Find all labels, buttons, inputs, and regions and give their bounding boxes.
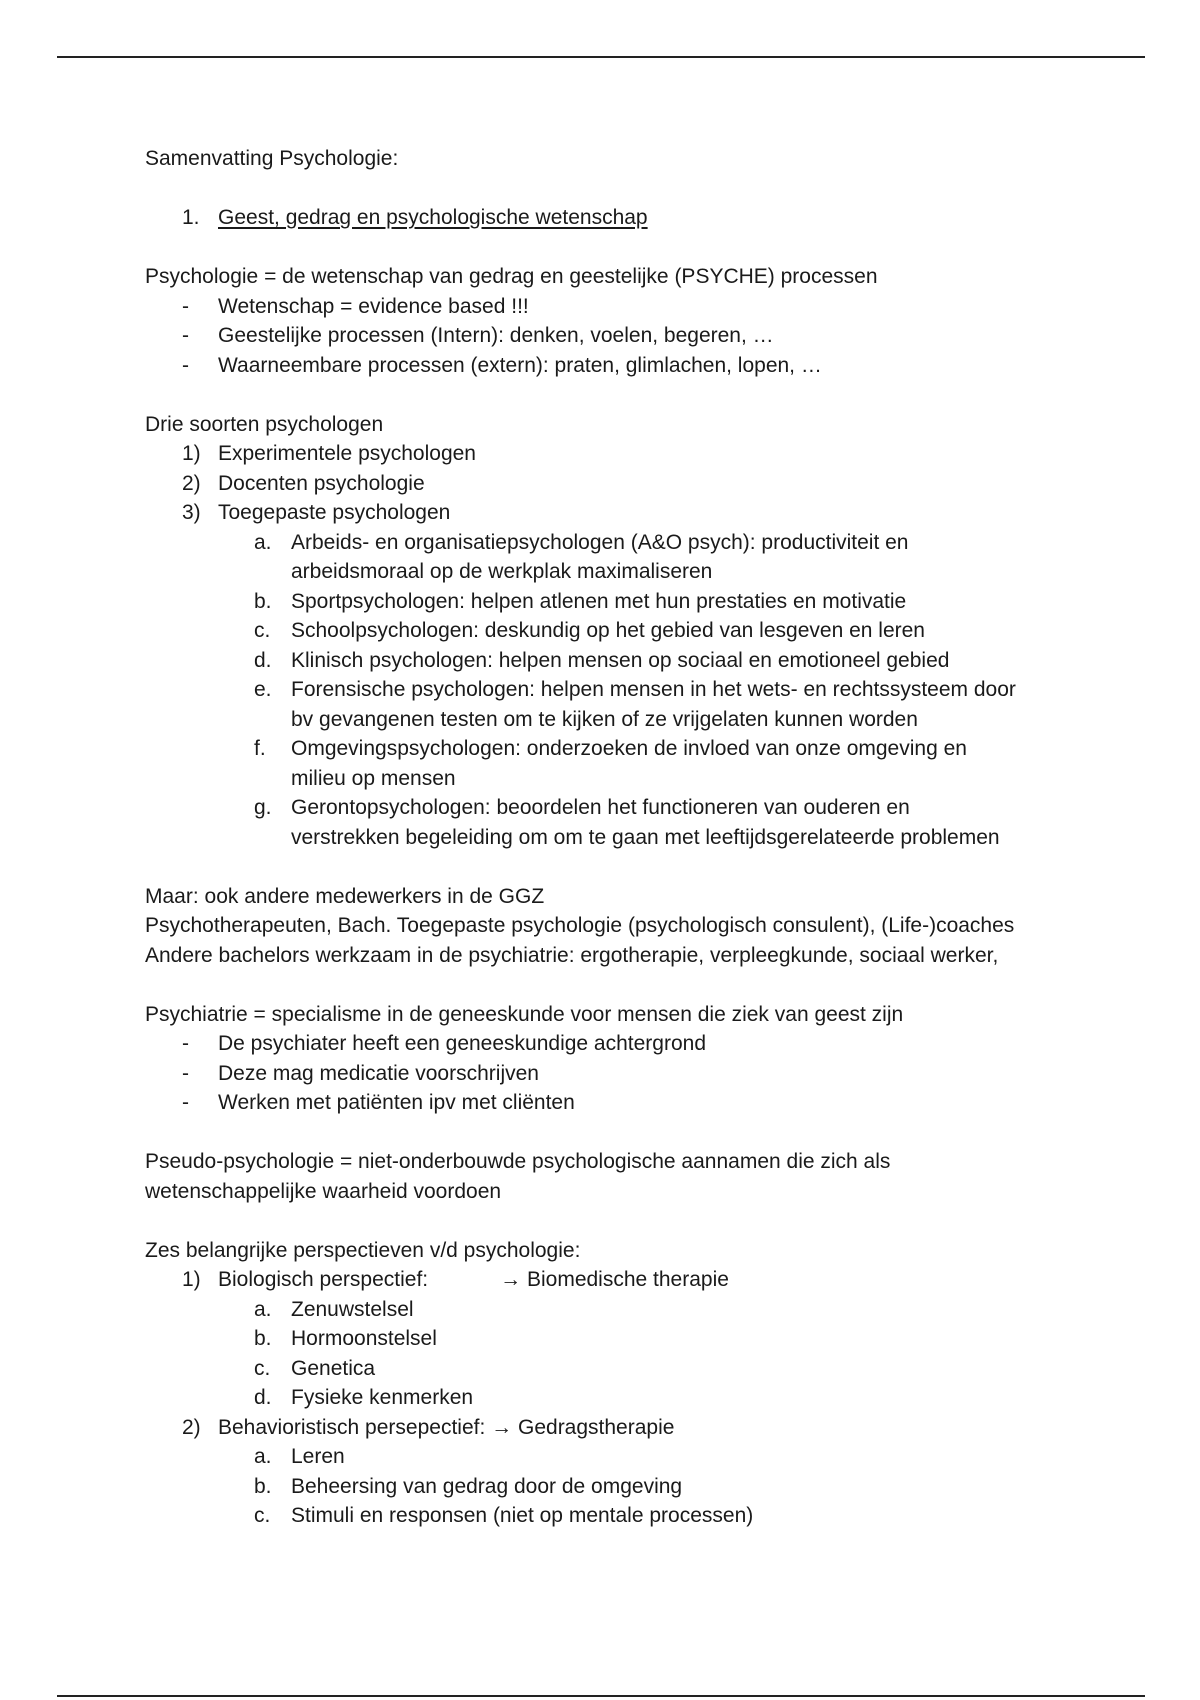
maar-line: Andere bachelors werkzaam in de psychiatrie: ergotherapie, verpleegkunde, sociaal werker, — [145, 943, 999, 967]
numbered-item: 2) Docenten psychologie — [182, 471, 425, 495]
document-title: Samenvatting Psychologie: — [145, 147, 399, 170]
sub-item: g. Gerontopsychologen: beoordelen het functioneren van ouderen en verstrekken begeleiding om om te gaan met leeftijdsgerelateerde problemen — [254, 796, 1000, 849]
sub-item: c. Schoolpsychologen: deskundig op het gebied van lesgeven en leren — [254, 619, 925, 642]
dash-marker: - — [182, 324, 189, 347]
bullet-item: - Waarneembare processen (extern): praten, glimlachen, lopen, … — [145, 351, 1065, 381]
bullet-item: - De psychiater heeft een geneeskundige achtergrond — [145, 1029, 1065, 1059]
chapter-title: Geest, gedrag en psychologische wetenschap — [218, 206, 648, 229]
numbered-item: 1) Biologisch perspectief: → Biomedische therapie — [182, 1268, 729, 1291]
dash-marker: - — [182, 294, 189, 318]
sub-item: e. Forensische psychologen: helpen mensen in het wets- en rechtssysteem door bv gevangenen testen om te kijken of ze vrijgelaten kunnen worden — [254, 678, 1016, 731]
arrow-right-icon: → — [500, 1268, 522, 1291]
sub-item: d. Klinisch psychologen: helpen mensen op sociaal en emotioneel gebied — [254, 648, 950, 672]
maar-line: Maar: ook andere medewerkers in de GGZ — [145, 884, 545, 908]
sub-item: a. Arbeids- en organisatiepsychologen (A&O psych): productiviteit en arbeidsmoraal op de werkplak maximaliseren — [254, 530, 909, 583]
sub-item: b. Sportpsychologen: helpen atlenen met hun prestaties en motivatie — [254, 589, 907, 613]
pseudo-line: wetenschappelijke waarheid voordoen — [145, 1179, 502, 1203]
psychiatrie-definition: Psychiatrie = specialisme in de geneeskunde voor mensen die ziek van geest zijn — [145, 1002, 904, 1026]
psychologie-definition: Psychologie = de wetenschap van gedrag en geestelijke (PSYCHE) processen — [145, 265, 878, 288]
list-marker: 1. — [182, 206, 200, 229]
soorten-heading: Drie soorten psychologen — [145, 412, 384, 436]
maar-line: Psychotherapeuten, Bach. Toegepaste psychologie (psychologisch consulent), (Life-)coaches — [145, 914, 1015, 937]
sub-item: a. Leren — [254, 1445, 345, 1468]
sub-item: c. Genetica — [254, 1356, 376, 1380]
dash-marker: - — [182, 353, 189, 377]
bullet-item: - Werken met patiënten ipv met cliënten — [145, 1088, 1065, 1118]
pseudo-line: Pseudo-psychologie = niet-onderbouwde psychologische aannamen die zich als — [145, 1150, 891, 1173]
bullet-item: - Geestelijke processen (Intern): denken, voelen, begeren, … — [145, 321, 1065, 351]
sub-item: a. Zenuwstelsel — [254, 1297, 414, 1321]
arrow-right-icon: → — [491, 1415, 513, 1439]
sub-item: d. Fysieke kenmerken — [254, 1386, 474, 1409]
bullet-item: - Deze mag medicatie voorschrijven — [145, 1059, 1065, 1089]
bullet-item: - Wetenschap = evidence based !!! — [145, 292, 1065, 322]
perspectieven-heading: Zes belangrijke perspectieven v/d psychologie: — [145, 1238, 581, 1262]
sub-item: f. Omgevingspsychologen: onderzoeken de invloed van onze omgeving en milieu op mensen — [254, 737, 967, 790]
dash-marker: - — [182, 1091, 189, 1114]
sub-item: b. Hormoonstelsel — [254, 1327, 437, 1350]
sub-item: b. Beheersing van gedrag door de omgeving — [254, 1474, 683, 1498]
sub-item: c. Stimuli en responsen (niet op mentale processen) — [254, 1504, 754, 1527]
dash-marker: - — [182, 1032, 189, 1055]
numbered-item: 2) Behavioristisch persepectief: → Gedragstherapie — [182, 1415, 675, 1439]
numbered-item: 1) Experimentele psychologen — [182, 442, 476, 465]
page-top-rule — [57, 56, 1145, 58]
numbered-item: 3) Toegepaste psychologen — [182, 501, 451, 524]
dash-marker: - — [182, 1061, 189, 1085]
page-bottom-rule — [57, 1695, 1145, 1697]
chapter-heading — [145, 203, 1065, 233]
document-body — [145, 144, 1065, 1531]
